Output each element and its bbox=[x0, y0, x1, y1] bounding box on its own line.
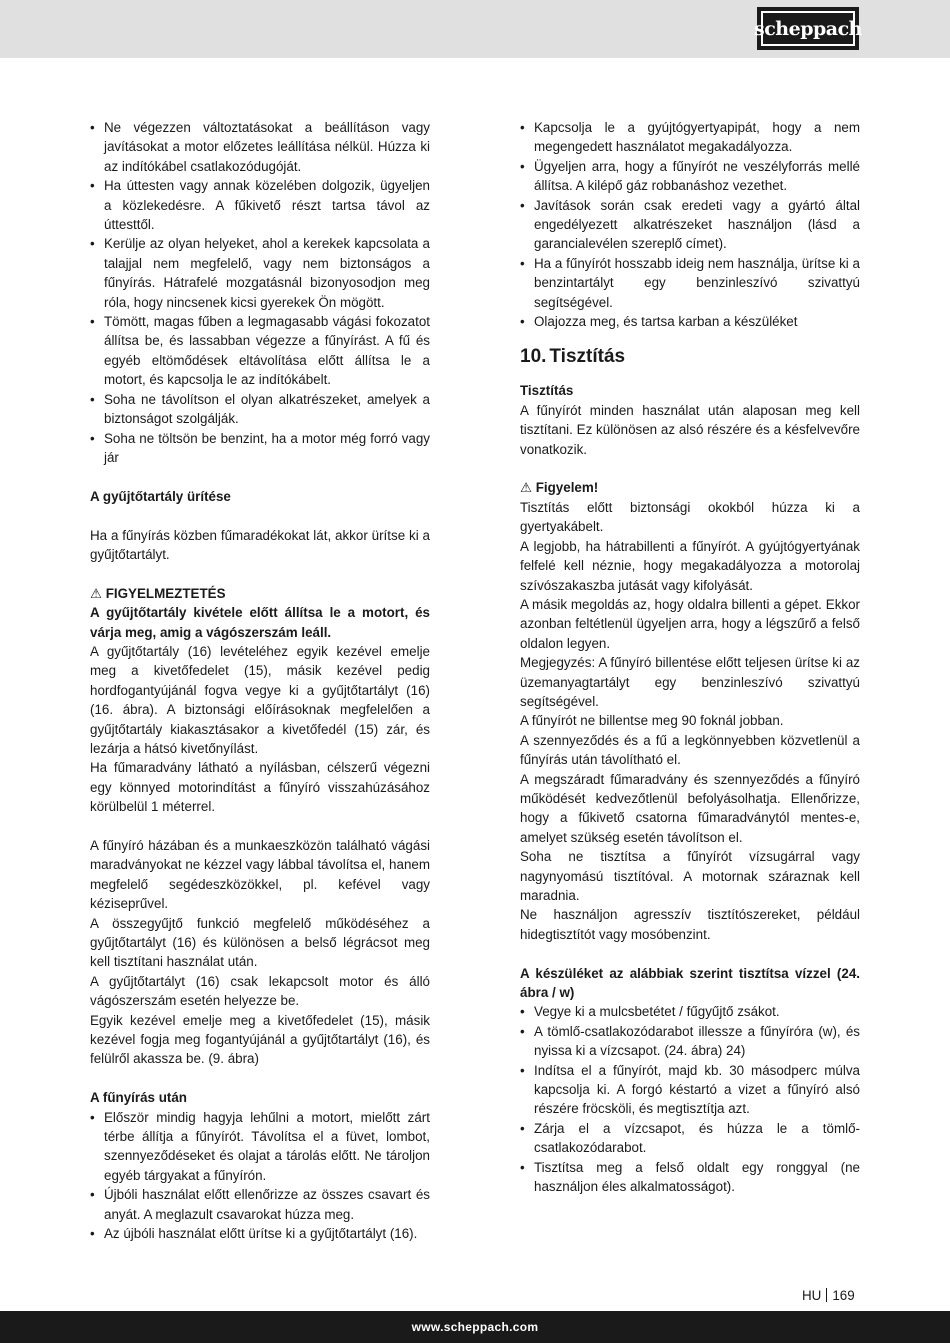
section-title bbox=[520, 345, 860, 369]
safety-bullet-list bbox=[90, 118, 430, 467]
paragraph: A legjobb, ha hátrabillenti a fűnyírót. A gyújtógyertyának felfelé kell néznie, hogy megakadályozza a motorolaj szívószakaszba jutását vagy kifolyását. bbox=[520, 538, 860, 593]
section-title-text: Tisztítás bbox=[549, 346, 626, 368]
page-number bbox=[802, 1287, 855, 1305]
paragraph: Egyik kezével emelje meg a kivetőfedelet (15), másik kezével fogja meg fogantyújánál a gyűjtőtartályt (16), és felülről akassza be. (9. ábra) bbox=[90, 1012, 430, 1067]
footer-band bbox=[0, 1311, 950, 1343]
list-item: • Ha úttesten vagy annak közelében dolgozik, ügyeljen a közlekedésre. A fűkivető részt tartsa távol az úttesttől. bbox=[90, 176, 430, 234]
emptying-text: Ha a fűnyírás közben fűmaradékokat lát, akkor ürítse ki a gyűjtőtartályt. bbox=[90, 527, 430, 562]
logo-text: scheppach bbox=[754, 17, 862, 40]
list-item: • Soha ne távolítson el olyan alkatrészeket, amelyek a biztonságot szolgálják. bbox=[90, 390, 430, 429]
after-mowing-list bbox=[90, 1108, 430, 1244]
list-item: • Javítások során csak eredeti vagy a gyártó által engedélyezett alkatrészeket használjon (lásd a garancialevélen szereplő címet). bbox=[520, 196, 860, 254]
maintenance-bullet-list bbox=[520, 118, 860, 331]
list-item: • Ha a fűnyírót hosszabb ideig nem használja, ürítse ki a benzintartályt egy benzinleszívó szivattyú segítségével. bbox=[520, 254, 860, 312]
section-number: 10. bbox=[520, 346, 547, 368]
page-divider bbox=[826, 1288, 827, 1302]
paragraph: A szennyeződés és a fű a legkönnyebben közvetlenül a fűnyírás után távolítható el. bbox=[520, 732, 860, 768]
scheppach-logo bbox=[754, 7, 862, 50]
left-column bbox=[90, 118, 430, 1243]
list-item: • A tömlő-csatlakozódarabot illessze a fűnyíróra (w), és nyissa ki a vízcsapot. (24. ábra) 24) bbox=[520, 1022, 860, 1061]
warning-title: ⚠ FIGYELMEZTETÉS bbox=[90, 585, 226, 601]
list-item: • Vegye ki a mulcsbetétet / fűgyűjtő zsákot. bbox=[520, 1002, 860, 1021]
paragraph: Megjegyzés: A fűnyíró billentése előtt teljesen ürítse ki az üzemanyagtartályt egy benzinleszívó szivattyú segítségével. bbox=[520, 655, 860, 709]
paragraph: A fűnyíró házában és a munkaeszközön található vágási maradványokat ne kézzel vagy lábbal távolítsa el, hanem megfelelő segédeszközökkel, pl. kefével vagy kéziseprűvel. bbox=[90, 837, 430, 912]
warning-body: A gyűjtőtartály kivétele előtt állítsa le a motort, és várja meg, amig a vágószerszám leáll. bbox=[90, 605, 430, 640]
paragraph: A másik megoldás az, hogy oldalra billenti a gépet. Ekkor azonban feltétlenül ügyeljen arra, hogy a légszűrő a felső oldalon legyen. bbox=[520, 596, 860, 651]
right-column bbox=[520, 118, 860, 1197]
list-item: • Tömött, magas fűben a legmagasabb vágási fokozatot állítsa be, és lassabban végezze a fűnyírást. A fű és egyéb eltömődések eltávolítása előtt állítsa le a motort, és kapcsolja le az indítókábelt. bbox=[90, 312, 430, 390]
list-item: • Olajozza meg, és tartsa karban a készüléket bbox=[520, 312, 860, 331]
after-mowing-heading: A fűnyírás után bbox=[90, 1090, 187, 1106]
list-item: • Kerülje az olyan helyeket, ahol a kerekek kapcsolata a talajjal nem megfelelő, vagy nem biztonságos a fűnyírás. Hátrafelé mozgatásnál bizonyosodjon meg róla, hogy nincsenek kicsi gyerekek Ön mögött. bbox=[90, 234, 430, 312]
list-item: • Indítsa el a fűnyírót, majd kb. 30 másodperc múlva kapcsolja ki. A forgó késtartó a vizet a fűnyíró alsó részére fröcsköli, és megtisztítja azt. bbox=[520, 1061, 860, 1119]
list-item: • Soha ne töltsön be benzint, ha a motor még forró vagy jár bbox=[90, 429, 430, 468]
page-number-value: 169 bbox=[832, 1288, 855, 1303]
website-url: www.scheppach.com bbox=[411, 1320, 539, 1334]
paragraph: A gyűjtőtartály (16) levételéhez egyik kezével emelje meg a kivetőfedelet (15), másik kezével pedig hordfogantyújánál fogva vegye ki a gyűjtőtartályt (16) (16. ábra). A biztonsági előírásoknak megfelelően a gyűjtőtartály kiakasztásakor a kivetőfedél (15) zár, és lezárja a hátsó kivetőnyílást. bbox=[90, 643, 430, 756]
paragraph: A fűnyírót ne billentse meg 90 foknál jobban. bbox=[520, 713, 784, 729]
attention-title: ⚠ Figyelem! bbox=[520, 480, 599, 496]
cleaning-heading: Tisztítás bbox=[520, 383, 574, 399]
list-item: • Az újbóli használat előtt ürítse ki a gyűjtőtartályt (16). bbox=[90, 1224, 430, 1243]
list-item: • Ügyeljen arra, hogy a fűnyírót ne veszélyforrás mellé állítsa. A kilépő gáz robbanáshoz vezethet. bbox=[520, 157, 860, 196]
list-item: • Újbóli használat előtt ellenőrizze az összes csavart és anyát. A meglazult csavarokat húzza meg. bbox=[90, 1185, 430, 1224]
list-item: • Tisztítsa meg a felső oldalt egy ronggyal (ne használjon éles alkalmatosságot). bbox=[520, 1158, 860, 1197]
list-item: • Kapcsolja le a gyújtógyertyapipát, hogy a nem megengedett használatot megakadályozza. bbox=[520, 118, 860, 157]
list-item: • Először mindig hagyja lehűlni a motort, mielőtt zárt térbe állítja a fűnyírót. Távolítsa el a füvet, lombot, szennyeződéseket és olajat a tárolás előtt. Ne tároljon egyéb tárgyakat a fűnyírón. bbox=[90, 1108, 430, 1186]
list-item: • Ne végezzen változtatásokat a beállításon vagy javításokat a motor előzetes leállítása nélkül. Húzza ki az indítókábel csatlakozódugóját. bbox=[90, 118, 430, 176]
paragraph: A összegyűjtő funkció megfelelő működéséhez a gyűjtőtartályt (16) és különösen a belső légrácsot meg kell tisztítani használat után. bbox=[90, 915, 430, 970]
paragraph: Soha ne tisztítsa a fűnyírót vízsugárral vagy nagynyomású tisztítóval. A motornak száraznak kell maradnia. bbox=[520, 849, 860, 904]
paragraph: A megszáradt fűmaradvány és szennyeződés a fűnyíró működését kedvezőtlenül befolyásolhatja. Ellenőrizze, hogy a fűkivető csatorna fűmaradványtól mentes-e, amelyet szükség esetén távolítson el. bbox=[520, 771, 860, 845]
list-item: • Zárja el a vízcsapot, és húzza le a tömlő-csatlakozódarabot. bbox=[520, 1119, 860, 1158]
language-code: HU bbox=[802, 1288, 822, 1303]
paragraph: Tisztítás előtt biztonsági okokból húzza ki a gyertyakábelt. bbox=[520, 499, 860, 535]
paragraph: A gyűjtőtartályt (16) csak lekapcsolt motor és álló vágószerszám esetén helyezze be. bbox=[90, 973, 430, 1009]
paragraph: Ha fűmaradvány látható a nyílásban, célszerű végezni egy könnyed motorindítást a fűnyíró visszahúzásához körülbelül 1 méterrel. bbox=[90, 760, 430, 815]
cleaning-text: A fűnyírót minden használat után alaposan meg kell tisztítani. Ez különösen az alsó részére és a késfelvevőre vonatkozik. bbox=[520, 402, 860, 457]
paragraph: Ne használjon agresszív tisztítószereket, például hidegtisztítót vagy mosóbenzint. bbox=[520, 907, 860, 942]
water-cleaning-list bbox=[520, 1002, 860, 1196]
logo-frame bbox=[754, 11, 862, 46]
water-cleaning-heading: A készüléket az alábbiak szerint tisztítsa vízzel (24. ábra / w) bbox=[520, 965, 860, 1001]
emptying-heading: A gyűjtőtartály ürítése bbox=[90, 488, 231, 504]
